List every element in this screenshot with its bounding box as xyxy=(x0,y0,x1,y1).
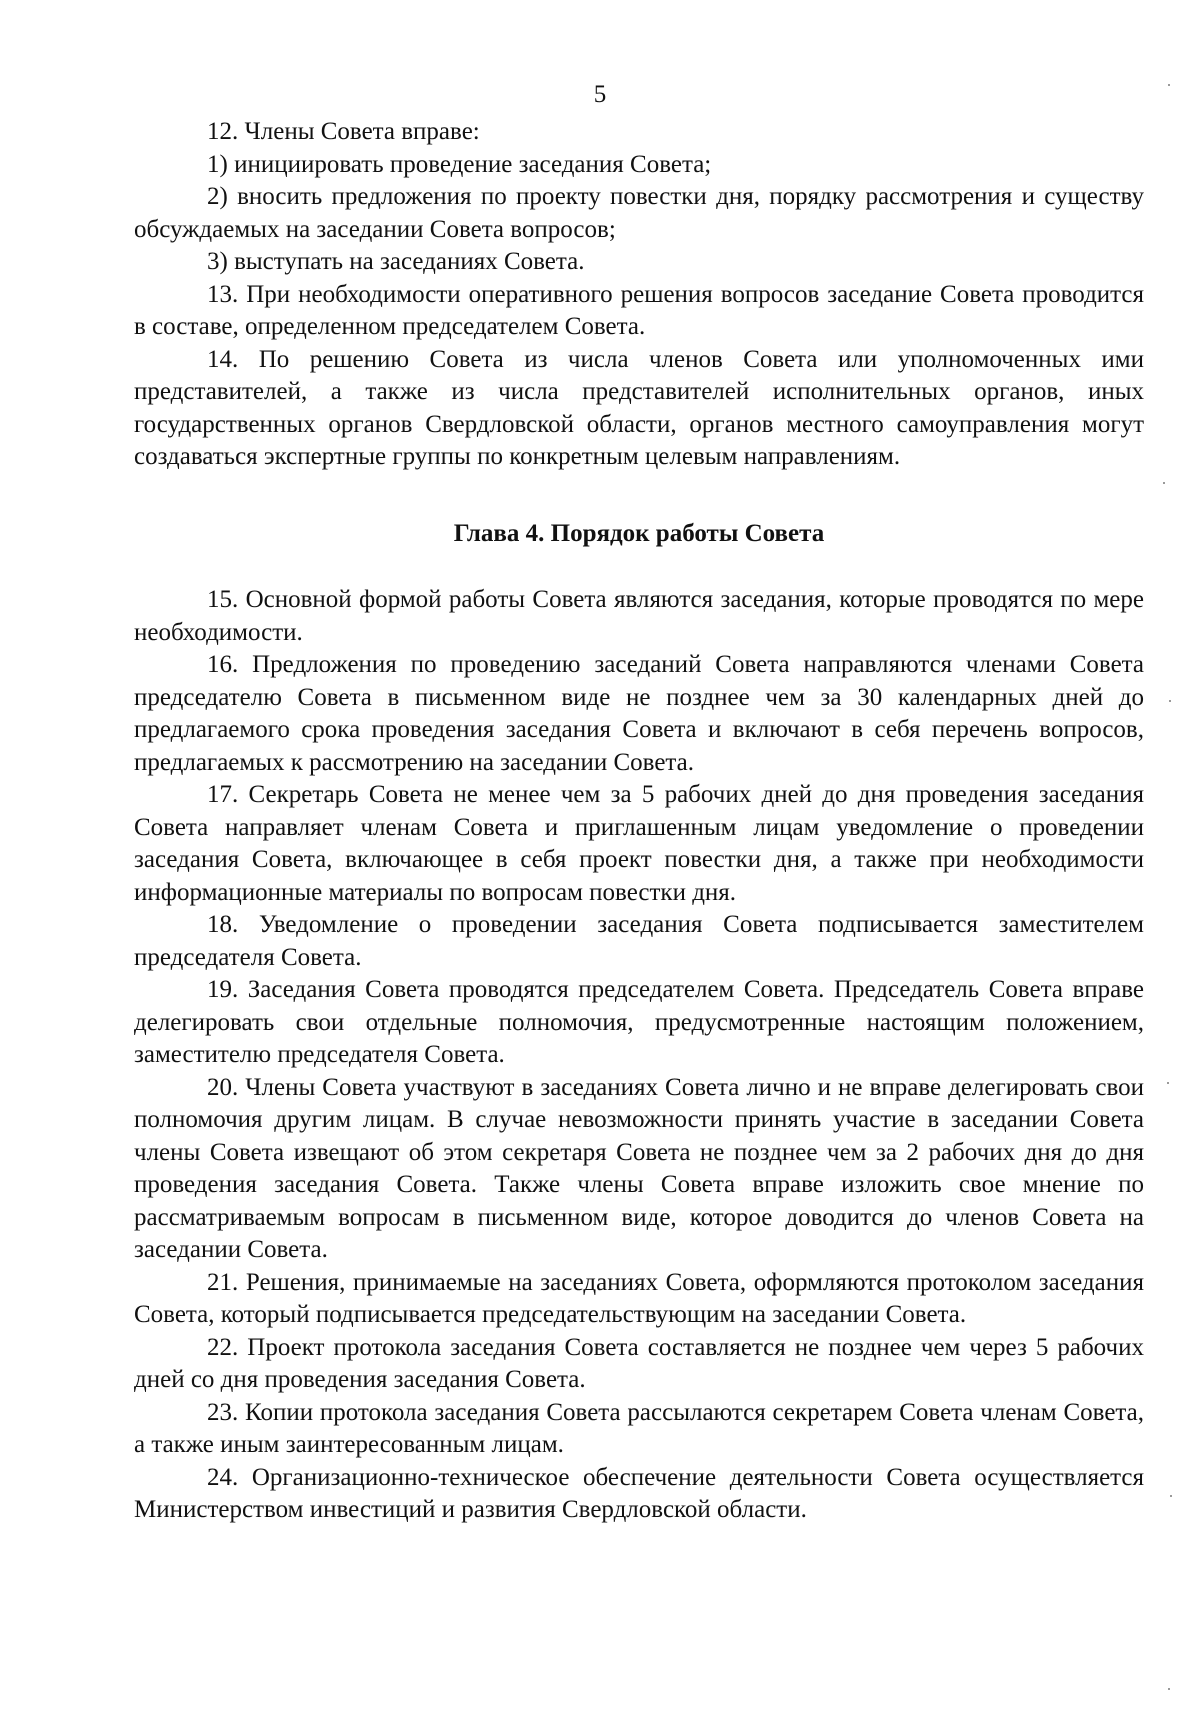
paragraph-18: 18. Уведомление о проведении заседания Совета подписывается заместителем председателя Совета. xyxy=(134,911,1144,971)
paragraph-14: 14. По решению Совета из числа членов Совета или уполномоченных ими представителей, а также из числа представителей исполнительных органов, иных государственных органов Свердловской области, органов местного самоуправления могут создаваться экспертные группы по конкретным целевым направлениям. xyxy=(134,345,1144,470)
paragraph-12-item-1: 1) инициировать проведение заседания Совета; xyxy=(207,150,712,178)
paragraph-24: 24. Организационно-техническое обеспечение деятельности Совета осуществляется Министерством инвестиций и развития Свердловской области. xyxy=(134,1463,1144,1523)
document-body xyxy=(134,116,1144,1527)
paragraph-19: 19. Заседания Совета проводятся председателем Совета. Председатель Совета вправе делегировать свои отдельные полномочия, предусмотренные настоящим положением, заместителю председателя Совета. xyxy=(134,976,1144,1068)
paragraph-13: 13. При необходимости оперативного решения вопросов заседание Совета проводится в составе, определенном председателем Совета. xyxy=(134,280,1144,340)
page-number: 5 xyxy=(593,81,607,108)
paragraph-12: 12. Члены Совета вправе: xyxy=(207,118,480,145)
scan-speck xyxy=(1163,482,1165,484)
paragraph-21: 21. Решения, принимаемые на заседаниях Совета, оформляются протоколом заседания Совета, который подписывается председательствующим на заседании Совета. xyxy=(134,1268,1144,1328)
scan-speck xyxy=(1167,1082,1169,1084)
paragraph-15: 15. Основной формой работы Совета являются заседания, которые проводятся по мере необходимости. xyxy=(134,586,1144,646)
scan-speck xyxy=(1168,1688,1170,1690)
paragraph-22: 22. Проект протокола заседания Совета составляется не позднее чем через 5 рабочих дней со дня проведения заседания Совета. xyxy=(134,1333,1144,1393)
scan-speck xyxy=(1169,700,1171,702)
paragraph-12-item-3: 3) выступать на заседаниях Совета. xyxy=(207,248,585,275)
chapter-heading: Глава 4. Порядок работы Совета xyxy=(453,519,825,547)
paragraph-17: 17. Секретарь Совета не менее чем за 5 рабочих дней до дня проведения заседания Совета направляет членам Совета и приглашенным лицам уведомление о проведении заседания Совета, включающее в себя проект повестки дня, а также при необходимости информационные материалы по вопросам повестки дня. xyxy=(134,781,1144,906)
scan-speck xyxy=(1168,84,1170,86)
paragraph-12-item-2: 2) вносить предложения по проекту повестки дня, порядку рассмотрения и существу обсуждаемых на заседании Совета вопросов; xyxy=(134,183,1144,243)
paragraph-16: 16. Предложения по проведению заседаний Совета направляются членами Совета председателю Совета в письменном виде не позднее чем за 30 календарных дней до предлагаемого срока проведения заседания Совета и включают в себя перечень вопросов, предлагаемых к рассмотрению на заседании Совета. xyxy=(134,651,1144,776)
paragraph-23: 23. Копии протокола заседания Совета рассылаются секретарем Совета членам Совета, а также иным заинтересованным лицам. xyxy=(134,1398,1144,1458)
scan-speck xyxy=(1170,1495,1172,1497)
paragraph-20: 20. Члены Совета участвуют в заседаниях Совета лично и не вправе делегировать свои полномочия другим лицам. В случае невозможности принять участие в заседании Совета члены Совета извещают об этом секретаря Совета не позднее чем за 2 рабочих дня до дня проведения заседания Совета. Также члены Совета вправе изложить свое мнение по рассматриваемым вопросам в письменном виде, которое доводится до членов Совета на заседании Совета. xyxy=(134,1073,1144,1263)
